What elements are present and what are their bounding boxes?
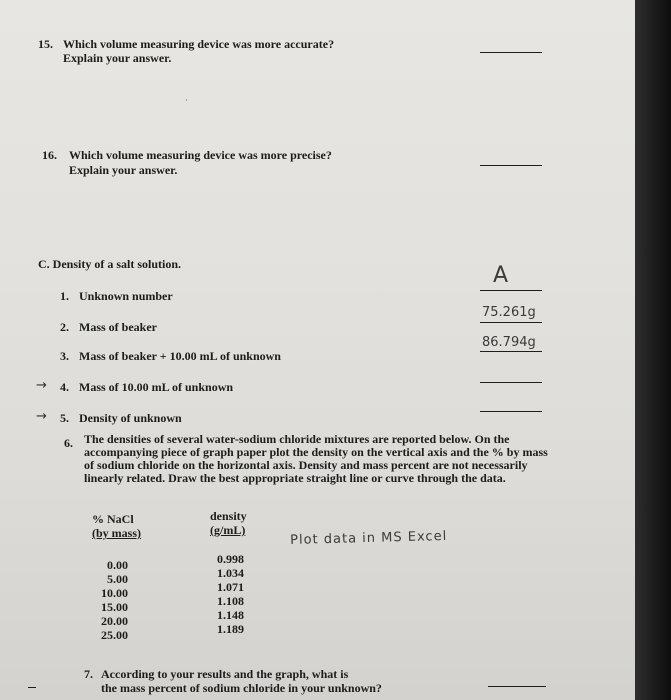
table-cell: 5.00 bbox=[107, 572, 128, 586]
table-density-column bbox=[206, 552, 244, 636]
table-col2-header: density bbox=[210, 509, 247, 523]
item2-answer-handwritten: 75.261g bbox=[482, 305, 536, 320]
item4-number: 4. bbox=[60, 380, 69, 394]
handwritten-note: Plot data in MS Excel bbox=[290, 528, 448, 548]
item3-number: 3. bbox=[60, 349, 69, 363]
item1-answer-line bbox=[480, 290, 542, 291]
section-c-heading: C. Density of a salt solution. bbox=[38, 257, 182, 271]
q16-number: 16. bbox=[42, 148, 57, 162]
item1-number: 1. bbox=[60, 289, 69, 303]
margin-dash bbox=[28, 687, 36, 688]
table-cell: 1.108 bbox=[217, 594, 244, 608]
item5-number: 5. bbox=[60, 411, 69, 425]
item7-line1: According to your results and the graph, what is bbox=[101, 667, 349, 681]
table-cell: 20.00 bbox=[101, 614, 128, 628]
item3-answer-line bbox=[480, 351, 542, 352]
item5-arrow-icon: → bbox=[36, 409, 47, 424]
item5-answer-line bbox=[480, 411, 542, 412]
item7-number: 7. bbox=[84, 667, 93, 681]
item6-line: linearly related. Draw the best appropriate straight line or curve through the data. bbox=[84, 471, 506, 485]
table-cell: 1.148 bbox=[217, 608, 244, 622]
table-col2-subheader: (g/mL) bbox=[210, 523, 246, 537]
q15-question: Which volume measuring device was more accurate? bbox=[63, 37, 335, 51]
item4-answer-line bbox=[480, 382, 542, 383]
table-col1-header: % NaCl bbox=[92, 512, 134, 526]
table-cell: 0.998 bbox=[217, 552, 244, 566]
item7-line2: the mass percent of sodium chloride in your unknown? bbox=[101, 681, 382, 695]
item1-label: Unknown number bbox=[79, 289, 173, 303]
item7-answer-line bbox=[488, 686, 546, 687]
table-nacl-column bbox=[88, 558, 128, 642]
table-cell: 15.00 bbox=[101, 600, 128, 614]
item5-label: Density of unknown bbox=[79, 411, 182, 425]
item4-label: Mass of 10.00 mL of unknown bbox=[79, 380, 234, 394]
item2-label: Mass of beaker bbox=[79, 320, 157, 334]
table-cell: 1.034 bbox=[217, 566, 244, 580]
item4-arrow-icon: → bbox=[36, 378, 47, 393]
q16-answer-line bbox=[480, 165, 542, 166]
item3-label: Mass of beaker + 10.00 mL of unknown bbox=[79, 349, 281, 363]
item2-answer-line bbox=[480, 322, 542, 323]
item6-instructions bbox=[84, 433, 548, 485]
table-cell: 25.00 bbox=[101, 628, 128, 642]
table-col1-subheader: (by mass) bbox=[92, 526, 142, 540]
q15-number: 15. bbox=[38, 37, 53, 51]
q16-explain: Explain your answer. bbox=[69, 163, 178, 177]
table-cell: 1.189 bbox=[217, 622, 244, 636]
item1-answer-handwritten: A bbox=[493, 263, 509, 288]
q16-question: Which volume measuring device was more precise? bbox=[69, 148, 332, 162]
item3-answer-handwritten: 86.794g bbox=[482, 335, 536, 350]
item2-number: 2. bbox=[60, 320, 69, 334]
table-cell: 0.00 bbox=[107, 558, 128, 572]
table-cell: 10.00 bbox=[101, 586, 128, 600]
q15-answer-line bbox=[480, 52, 542, 53]
table-cell: 1.071 bbox=[217, 580, 244, 594]
stray-mark: · bbox=[185, 95, 188, 105]
item6-number: 6. bbox=[64, 436, 73, 450]
q15-explain: Explain your answer. bbox=[63, 51, 172, 65]
background-edge bbox=[635, 0, 671, 700]
item6-line: of sodium chloride on the horizontal axis. Density and mass percent are not necessarily bbox=[84, 458, 528, 472]
item6-line: The densities of several water-sodium chloride mixtures are reported below. On the bbox=[84, 432, 510, 446]
item6-line: accompanying piece of graph paper plot the density on the vertical axis and the % by mass bbox=[84, 445, 548, 459]
